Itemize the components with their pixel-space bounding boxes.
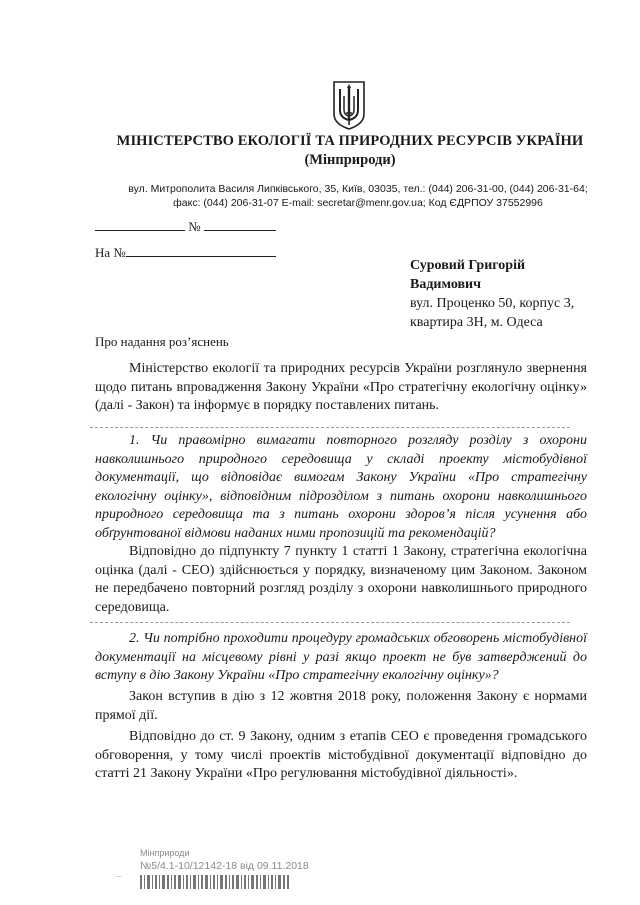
recipient-street: вул. Проценко 50, корпус 3,: [410, 296, 575, 311]
divider: [90, 622, 570, 623]
address-line: вул. Митрополита Василя Липківського, 35, Київ, 03035, тел.: (044) 206-31-00, (044) 206-31-64;: [128, 183, 588, 195]
recipient-block: [410, 256, 574, 332]
subject-line: Про надання роз’яснень: [95, 334, 229, 349]
intro-paragraph: Міністерство екології та природних ресурсів України розглянуло звернення щодо питань впровадження Закону України «Про стратегічну екологічну оцінку» (далі - Закон) та інформує в порядку поставлених питань.: [95, 361, 587, 413]
stamp-registration-number: №5/4.1-10/12142-18 від 09.11.2018: [140, 860, 309, 872]
incoming-number-line: [95, 244, 276, 261]
answer-2-paragraph-1: Закон вступив в дію з 12 жовтня 2018 року, положення Закону є нормами прямої дії.: [95, 689, 587, 723]
divider: [90, 427, 570, 428]
ministry-title: МІНІСТЕРСТВО ЕКОЛОГІЇ ТА ПРИРОДНИХ РЕСУРСІВ УКРАЇНИ: [116, 133, 584, 149]
answer-1: Відповідно до підпункту 7 пункту 1 статті 1 Закону, стратегічна екологічна оцінка (далі - СЕО) здійснюється у порядку, визначеному цим Законом. Законом не передбачено повторний розгляд розділу з охорони навколишнього природного середовища.: [95, 544, 587, 615]
ministry-address: [118, 182, 598, 210]
on-number-blank: [126, 244, 276, 257]
date-blank: [95, 218, 185, 231]
ministry-short-name: (Мінприроди): [304, 152, 396, 168]
recipient-city: квартира 3Н, м. Одеса: [410, 315, 543, 330]
number-sign: №: [188, 219, 201, 234]
recipient-name: Суровий Григорій: [410, 258, 526, 273]
recipient-patronymic: Вадимович: [410, 277, 482, 292]
contacts-line: факс: (044) 206-31-07 E-mail: secretar@menr.gov.ua; Код ЄДРПОУ 37552996: [173, 197, 543, 209]
stamp-organization: Мінприроди: [140, 848, 190, 858]
outgoing-number-line: [95, 218, 276, 235]
barcode-icon: [140, 875, 290, 889]
number-blank: [204, 218, 276, 231]
on-number-label: На №: [95, 245, 126, 260]
stamp-side-mark: ⁞: [114, 875, 124, 878]
question-2: 2. Чи потрібно проходити процедуру громадських обговорень містобудівної документації на місцевому рівні у разі якщо проект не був затверджений до вступу в дію Закону України «Про стратегічну екологічну оцінку»?: [95, 631, 587, 683]
coat-of-arms-icon: [331, 80, 367, 130]
question-1: 1. Чи правомірно вимагати повторного розгляду розділу з охорони навколишнього природного середовища у складі проекту містобудівної документації, що відповідає вимогам Закону України «Про стратегічну екологічну оцінку», відповідним підрозділом з питань охорони навколишнього природного середовища та з питань охорони здоров’я після усунення або обґрунтованої відмови наданих ними пропозицій та рекомендацій?: [95, 433, 587, 541]
answer-2-paragraph-2: Відповідно до ст. 9 Закону, одним з етапів СЕО є проведення громадського обговорення, у тому числі проектів містобудівної документації відповідно до статті 21 Закону України «Про регулювання містобудівної діяльності».: [95, 729, 587, 781]
